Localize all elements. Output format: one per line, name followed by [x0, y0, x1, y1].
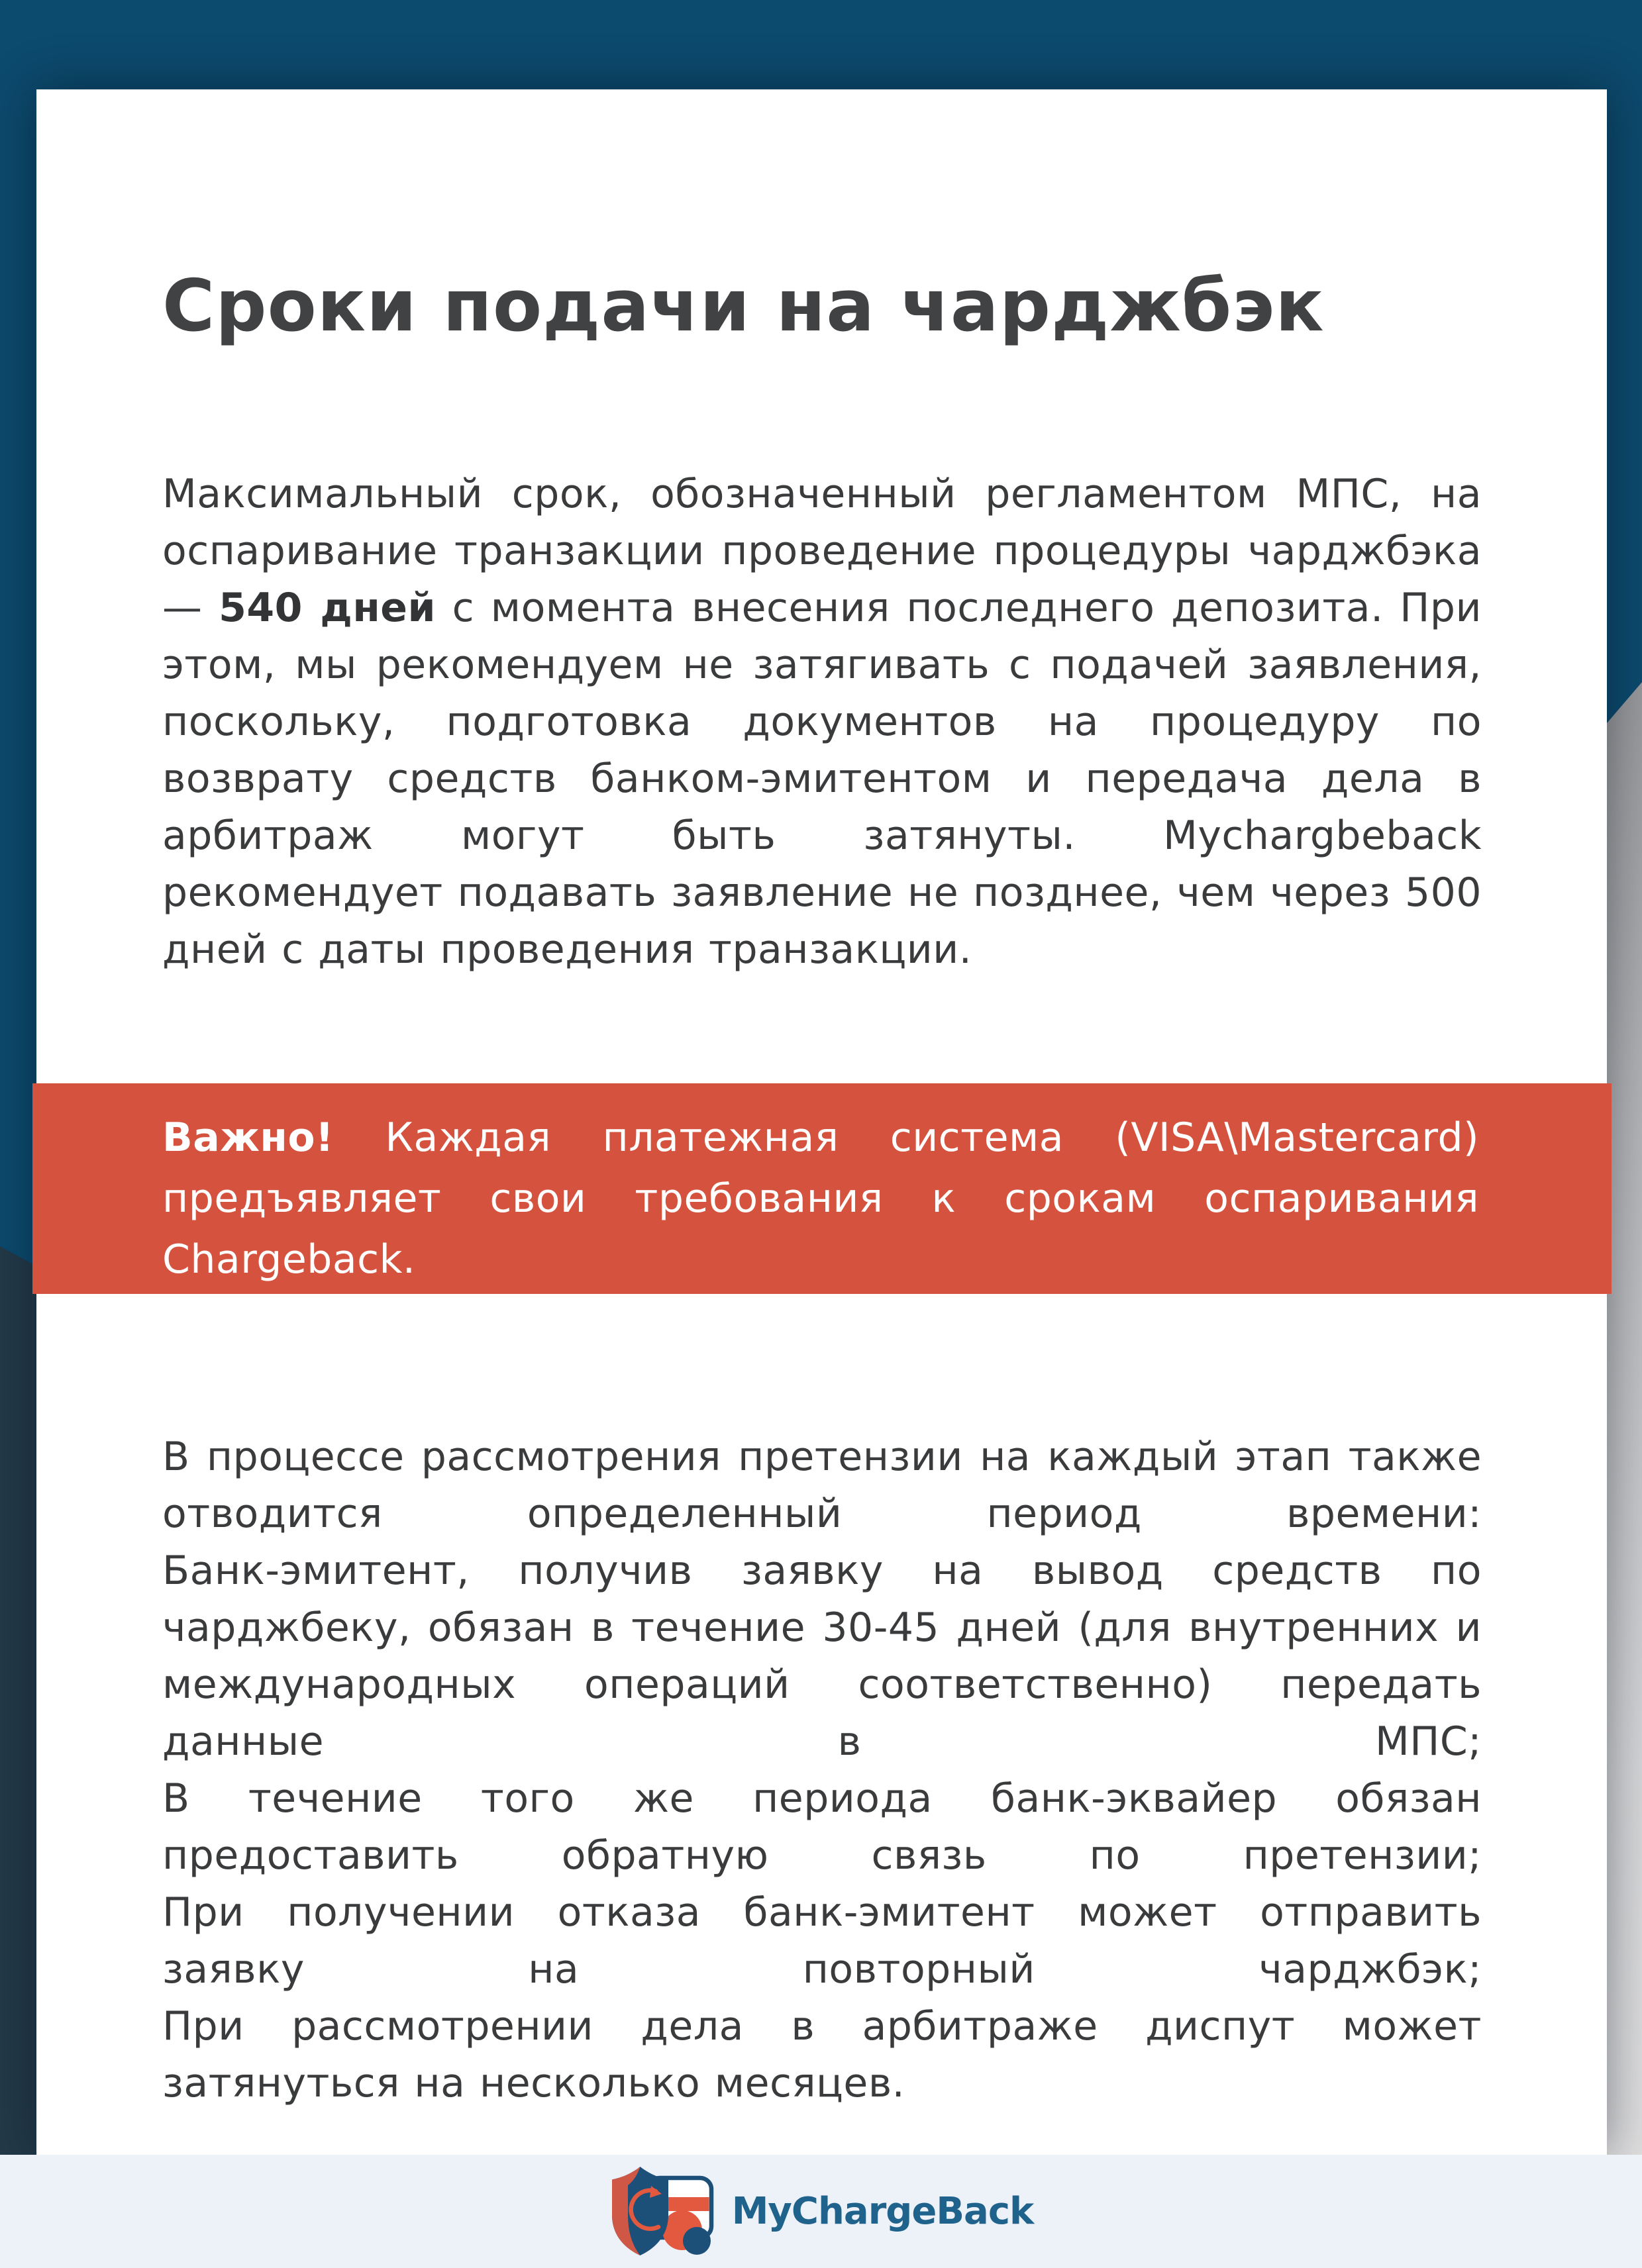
intro-text-after: с момента внесения последнего депозита. При этом, мы рекомендуем не затягивать с подачей заявления, поскольку, подготовка документов на процедуру по возврату средств банком-эмитентом и передача дела в арбитраж могут быть затянуты. Mychargbeback рекомендует подавать заявление не позднее, чем через 500 дней с даты проведения транзакции.: [162, 585, 1482, 973]
content-card: [36, 89, 1607, 2155]
process-clause: При получении отказа банк-эмитент может отправить заявку на повторный чарджбэк;: [162, 1889, 1482, 1993]
right-margin-gray-wedge: [1607, 682, 1642, 2155]
important-text: Каждая платежная система (VISA\Mastercard) предъявляет свои требования к срокам оспаривания Chargeback.: [162, 1114, 1479, 1283]
process-clause: Банк-эмитент, получив заявку на вывод средств по чарджбеку, обязан в течение 30-45 дней (для внутренних и международных операций соответственно) передать данные в МПС;: [162, 1548, 1482, 1765]
mychargeback-logo-icon: [609, 2165, 723, 2258]
intro-bold-540-days: 540 дней: [219, 585, 436, 631]
page-title: Сроки подачи на чарджбэк: [162, 265, 1325, 348]
important-callout: [32, 1083, 1612, 1294]
process-clause: В течение того же периода банк-эквайер обязан предоставить обратную связь по претензии;: [162, 1775, 1482, 1879]
intro-text-before: Максимальный срок, обозначенный регламентом МПС, на оспаривание транзакции проведение процедуры чарджбэка —: [162, 471, 1482, 631]
mychargeback-logo-text: MyChargeBack: [731, 2190, 1034, 2233]
footer-band: [0, 2155, 1642, 2268]
important-label: Важно!: [162, 1114, 334, 1161]
process-paragraph: [162, 1428, 1482, 2112]
left-margin-navy-wedge: [0, 1246, 38, 2155]
intro-paragraph: [162, 466, 1482, 978]
process-clause: В процессе рассмотрения претензии на каждый этап также отводится определенный период времени:: [162, 1434, 1482, 1537]
process-clause: При рассмотрении дела в арбитраже диспут может затянуться на несколько месяцев.: [162, 2003, 1482, 2106]
